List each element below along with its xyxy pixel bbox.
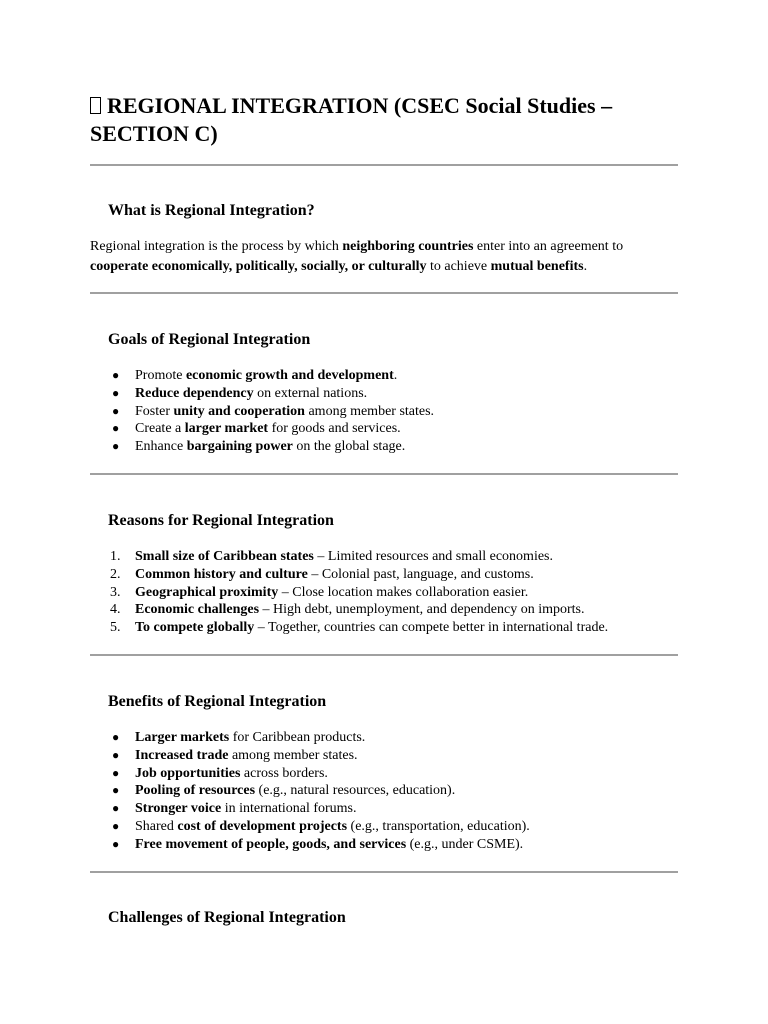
- bullet-icon: ●: [112, 403, 120, 418]
- bold-text: Reduce dependency: [135, 385, 254, 401]
- missing-glyph-box-icon: [90, 97, 101, 114]
- text-run: in international forums.: [221, 801, 357, 817]
- list-item: [90, 438, 434, 456]
- bold-text: Geographical proximity: [135, 584, 279, 600]
- list-number: 3.: [110, 584, 121, 600]
- list-item: [90, 818, 530, 836]
- document-title-text: REGIONAL INTEGRATION (CSEC Social Studies – SECTION C): [90, 93, 613, 146]
- bold-text: Free movement of people, goods, and services: [135, 836, 407, 852]
- heading-benefits: Benefits of Regional Integration: [108, 693, 327, 710]
- bold-text: cooperate economically, politically, socially, or culturally: [90, 258, 427, 274]
- text-run: Enhance: [135, 439, 187, 455]
- text-run: (e.g., under CSME).: [406, 836, 524, 852]
- heading-challenges: Challenges of Regional Integration: [108, 909, 346, 926]
- list-item: [90, 782, 530, 800]
- section-divider: [90, 473, 678, 475]
- bold-text: Small size of Caribbean states: [135, 549, 314, 564]
- bold-text: Increased trade: [135, 747, 229, 763]
- section-divider: [90, 871, 678, 873]
- list-item: [90, 367, 434, 385]
- text-run: .: [583, 258, 588, 274]
- text-run: Create a: [135, 421, 185, 437]
- text-run: – Together, countries can compete better in international trade.: [254, 620, 609, 636]
- text-run: enter into an agreement to: [473, 239, 624, 254]
- list-item: [90, 619, 608, 637]
- bullet-icon: ●: [112, 783, 120, 798]
- bullet-icon: ●: [112, 818, 120, 833]
- bold-text: To compete globally: [135, 620, 255, 636]
- bold-text: unity and cooperation: [173, 403, 305, 419]
- heading-goals: Goals of Regional Integration: [108, 331, 311, 348]
- list-item: [90, 584, 608, 602]
- goals-list: [90, 367, 434, 456]
- text-run: (e.g., natural resources, education).: [255, 783, 456, 799]
- list-item: [90, 800, 530, 818]
- bullet-icon: ●: [112, 765, 120, 780]
- text-run: for goods and services.: [268, 421, 401, 437]
- text-run: Foster: [135, 403, 174, 419]
- bold-text: Job opportunities: [135, 765, 241, 781]
- bold-text: economic growth and development: [185, 368, 394, 383]
- bullet-icon: ●: [112, 421, 120, 436]
- section-divider: [90, 164, 678, 166]
- text-run: for Caribbean products.: [229, 730, 366, 745]
- text-run: among member states.: [228, 747, 358, 763]
- list-number: 4.: [110, 602, 121, 618]
- text-run: Shared: [135, 818, 178, 834]
- reasons-list: [90, 548, 608, 637]
- text-run: – Colonial past, language, and customs.: [307, 566, 534, 582]
- list-number: 5.: [110, 620, 121, 636]
- bullet-icon: ●: [112, 439, 120, 454]
- list-item: [90, 729, 530, 747]
- text-run: Promote: [135, 368, 186, 383]
- text-run: (e.g., transportation, education).: [347, 818, 530, 834]
- heading-what-is: What is Regional Integration?: [108, 202, 315, 219]
- text-run: across borders.: [240, 765, 328, 781]
- list-item: [90, 420, 434, 438]
- bold-text: larger market: [184, 421, 269, 437]
- text-run: among member states.: [304, 403, 435, 419]
- list-number: 1.: [110, 549, 121, 564]
- bullet-icon: ●: [112, 836, 120, 851]
- text-run: Regional integration is the process by which: [90, 239, 343, 254]
- heading-reasons: Reasons for Regional Integration: [108, 512, 334, 529]
- section-divider: [90, 292, 678, 294]
- benefits-list: [90, 729, 530, 854]
- list-item: [90, 385, 434, 403]
- text-run: – Limited resources and small economies.: [313, 549, 553, 564]
- list-item: [90, 403, 434, 421]
- list-item: [90, 566, 608, 584]
- bullet-icon: ●: [112, 385, 120, 400]
- bold-text: cost of development projects: [177, 818, 348, 834]
- document-title: [90, 92, 678, 148]
- text-run: on the global stage.: [292, 439, 406, 455]
- bullet-icon: ●: [112, 801, 120, 816]
- bullet-icon: ●: [112, 730, 120, 744]
- bold-text: Common history and culture: [135, 566, 308, 582]
- section-divider: [90, 654, 678, 656]
- list-item: [90, 747, 530, 765]
- bold-text: Pooling of resources: [135, 783, 256, 799]
- list-item: [90, 601, 608, 619]
- list-number: 2.: [110, 566, 121, 582]
- bold-text: neighboring countries: [342, 239, 474, 254]
- text-run: to achieve: [426, 258, 491, 274]
- bullet-icon: ●: [112, 368, 120, 382]
- list-item: [90, 836, 530, 854]
- bold-text: mutual benefits: [490, 258, 584, 274]
- text-run: – High debt, unemployment, and dependency on imports.: [259, 602, 585, 618]
- text-run: .: [393, 368, 398, 383]
- bold-text: Stronger voice: [135, 801, 222, 817]
- definition-paragraph: [90, 237, 678, 276]
- text-run: – Close location makes collaboration easier.: [278, 584, 529, 600]
- list-item: [90, 548, 608, 566]
- bullet-icon: ●: [112, 747, 120, 762]
- list-item: [90, 765, 530, 783]
- bold-text: Larger markets: [135, 730, 230, 745]
- text-run: on external nations.: [253, 385, 368, 401]
- bold-text: Economic challenges: [135, 602, 260, 618]
- bold-text: bargaining power: [186, 439, 293, 455]
